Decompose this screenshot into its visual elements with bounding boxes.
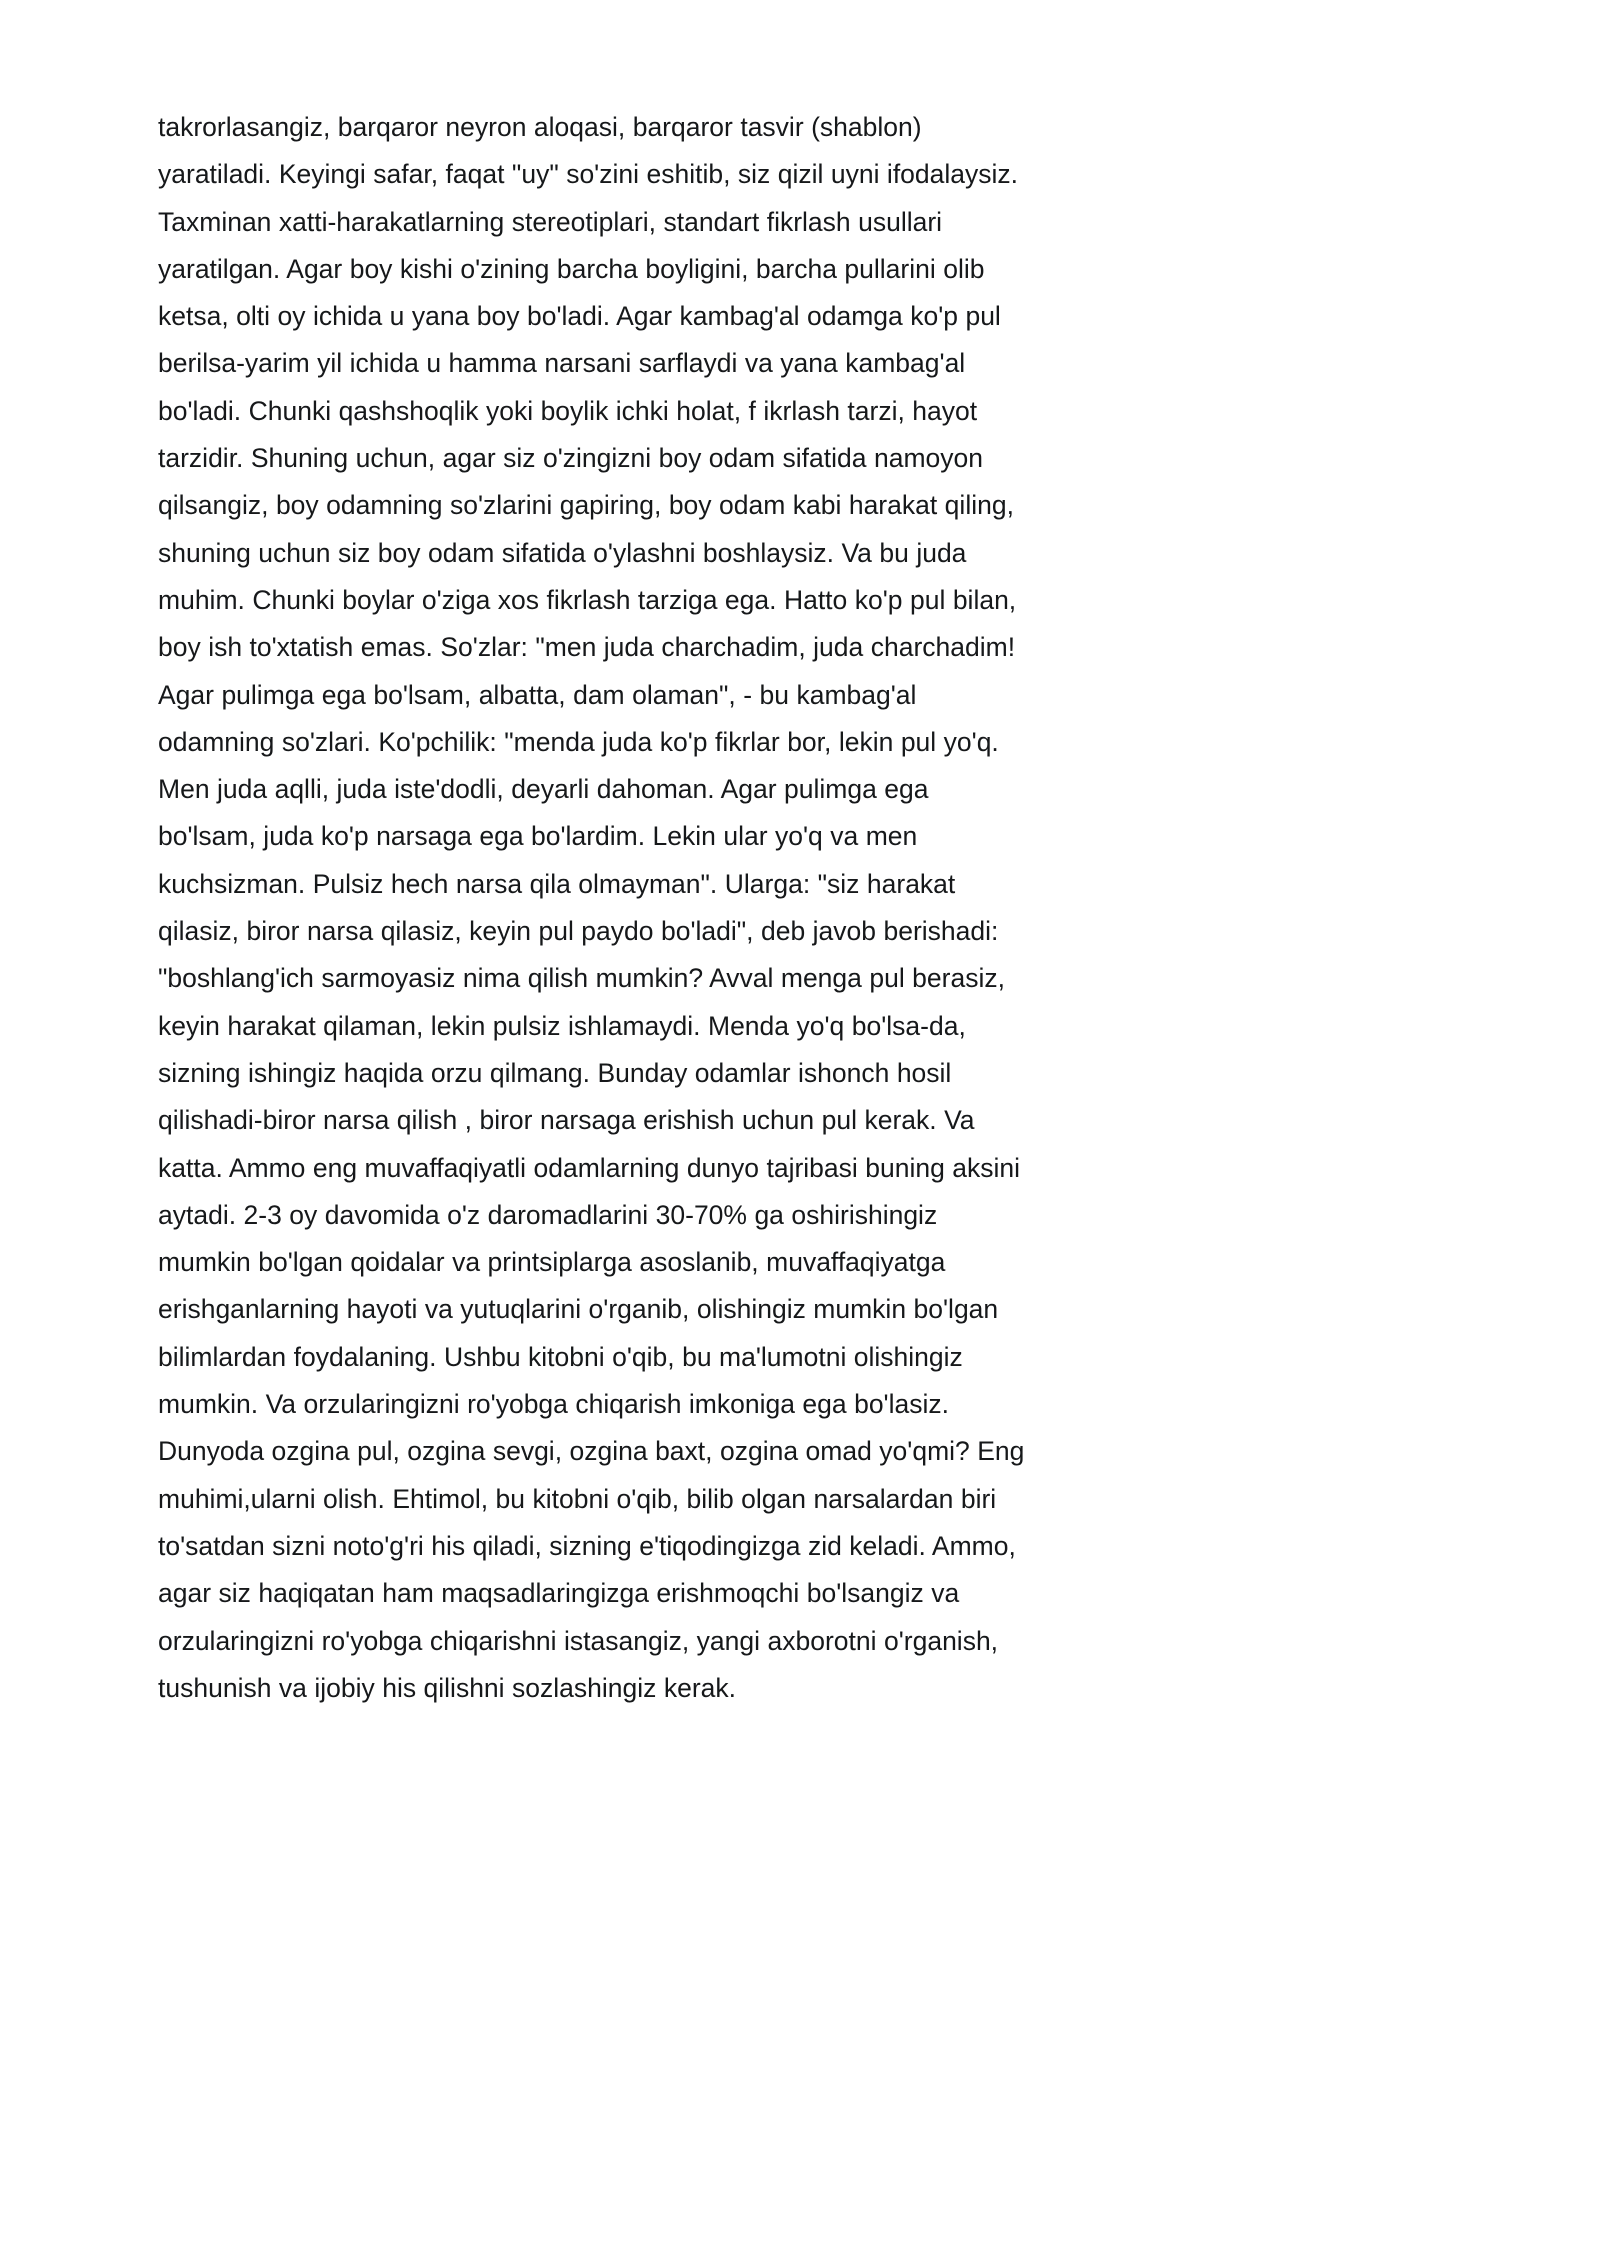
body-paragraph: takrorlasangiz, barqaror neyron aloqasi, barqaror tasvir (shablon) yaratiladi. Keyingi safar, faqat "uy" so'zini eshitib, siz qizil uyni ifodalaysiz. Taxminan xatti-harakatlarning stereotiplari, standart fikrlash usullari yaratilgan. Agar boy kishi o'zining barcha boyligini, barcha pullarini olib ketsa, olti oy ichida u yana boy bo'ladi. Agar kambag'al odamga ko'p pul berilsa-yarim yil ichida u hamma narsani sarflaydi va yana kambag'al bo'ladi. Chunki qashshoqlik yoki boylik ichki holat, f ikrlash tarzi, hayot tarzidir. Shuning uchun, agar siz o'zingizni boy odam sifatida namoyon qilsangiz, boy odamning so'zlarini gapiring, boy odam kabi harakat qiling, shuning uchun siz boy odam sifatida o'ylashni boshlaysiz. Va bu juda muhim. Chunki boylar o'ziga xos fikrlash tarziga ega. Hatto ko'p pul bilan, boy ish to'xtatish emas. So'zlar: "men juda charchadim, juda charchadim! Agar pulimga ega bo'lsam, albatta, dam olaman", - bu kambag'al odamning so'zlari. Ko'pchilik: "menda juda ko'p fikrlar bor, lekin pul yo'q. Men juda aqlli, juda iste'dodli, deyarli dahoman. Agar pulimga ega bo'lsam, juda ko'p narsaga ega bo'lardim. Lekin ular yo'q va men kuchsizman. Pulsiz hech narsa qila olmayman". Ularga: "siz harakat qilasiz, biror narsa qilasiz, keyin pul paydo bo'ladi", deb javob berishadi: "boshlang'ich sarmoyasiz nima qilish mumkin? Avval menga pul berasiz, keyin harakat qilaman, lekin pulsiz ishlamaydi. Menda yo'q bo'lsa-da, sizning ishingiz haqida orzu qilmang. Bunday odamlar ishonch hosil qilishadi-biror narsa qilish , biror narsaga erishish uchun pul kerak. Va katta. Ammo eng muvaffaqiyatli odamlarning dunyo tajribasi buning aksini aytadi. 2-3 oy davomida o'z daromadlarini 30-70% ga oshirishingiz mumkin bo'lgan qoidalar va printsiplarga asoslanib, muvaffaqiyatga erishganlarning hayoti va yutuqlarini o'rganib, olishingiz mumkin bo'lgan bilimlardan foydalaning. Ushbu kitobni o'qib, bu ma'lumotni olishingiz mumkin. Va orzularingizni ro'yobga chiqarish imkoniga ega bo'lasiz. Dunyoda ozgina pul, ozgina sevgi, ozgina baxt, ozgina omad yo'qmi? Eng muhimi,ularni olish. Ehtimol, bu kitobni o'qib, bilib olgan narsalardan biri to'satdan sizni noto'g'ri his qiladi, sizning e'tiqodingizga zid keladi. Ammo, agar siz haqiqatan ham maqsadlaringizga erishmoqchi bo'lsangiz va orzularingizni ro'yobga chiqarishni istasangiz, yangi axborotni o'rganish, tushunish va ijobiy his qilishni sozlashingiz kerak. [158, 112, 1025, 1703]
document-text-block [158, 104, 1028, 1712]
